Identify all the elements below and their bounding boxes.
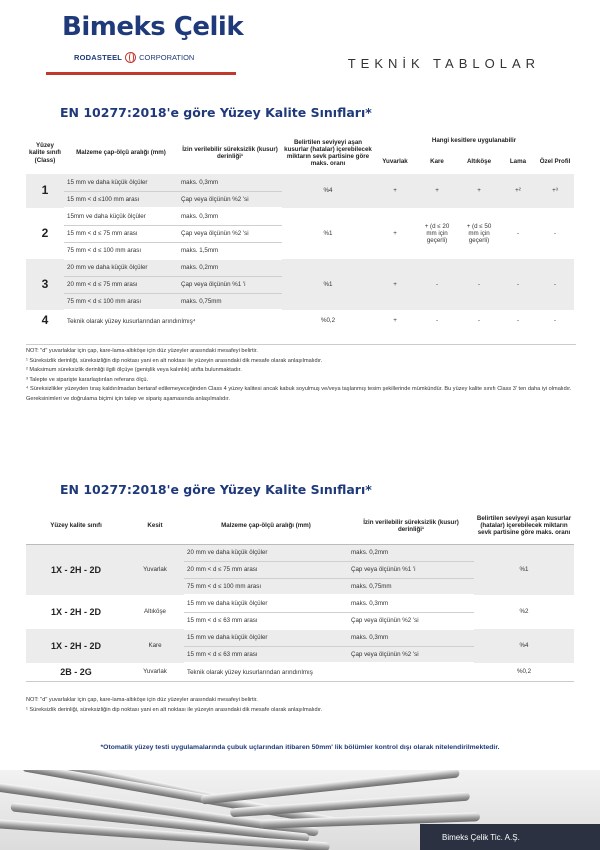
t2-class: 1X - 2H - 2D <box>50 640 101 651</box>
section-title: TEKNİK TABLOLAR <box>347 56 540 71</box>
table1 <box>26 132 574 332</box>
table1-notes <box>26 344 576 404</box>
t1-row <box>26 259 574 276</box>
t1-class-id: 1 <box>41 183 49 198</box>
t1-range: 15 mm < d ≤100 mm arası <box>64 191 178 208</box>
t1-depth: Çap veya ölçünün %1 'i <box>178 276 282 293</box>
t2-kesit: Altıköşe <box>143 608 166 616</box>
t1-kare: - <box>435 280 439 288</box>
t1-note: ² Maksimum süreksizlik derinliği ilgili ölçüye (genişlik veya kalınlık) atıfta bulunmaktadır. <box>26 367 242 373</box>
t2-range: 15 mm < d ≤ 63 mm arası <box>184 646 348 663</box>
t1-depth: maks. 0,3mm <box>178 174 282 191</box>
t1-h-share: Belirtilen seviyeyi aşan kusurlar (hatalar) içerebilecek miktarın sevk partisine göre maks. oranı <box>284 138 372 168</box>
t2-h-class: Yüzey kalite sınıfı <box>26 508 126 544</box>
t1-yuvarlak: + <box>393 187 397 195</box>
t1-class-id: 2 <box>41 225 49 240</box>
t2-range: 20 mm < d ≤ 75 mm arası <box>184 561 348 578</box>
globe-icon <box>125 52 136 63</box>
t2-share: %4 <box>519 642 529 650</box>
t1-depth: maks. 1,5mm <box>178 242 282 259</box>
t1-range: 20 mm ve daha küçük ölçüler <box>64 259 178 276</box>
t1-h-altikose: Altıköşe <box>466 158 492 166</box>
t1-h-depth: İzin verilebilir süreksizlik (kusur) derinliği¹ <box>182 145 278 160</box>
t1-note: NOT: "d" yuvarlaklar için çap, kare-lama-altıköşe için düz yüzeyler arasındaki mesafeyi belirtir. <box>26 348 258 354</box>
t1-depth: maks. 0,3mm <box>178 208 282 225</box>
t2-range: 75 mm < d ≤ 100 mm arası <box>184 578 348 595</box>
brand-logo: Bimeks Çelik <box>62 12 244 42</box>
t2-depth: Çap veya ölçünün %1 'i <box>348 561 474 578</box>
t1-altikose: - <box>477 317 481 325</box>
t1-lama: - <box>516 280 520 288</box>
t2-row <box>26 544 574 561</box>
t2-share: %1 <box>519 566 529 574</box>
t2-row <box>26 629 574 646</box>
t1-note: ³ Talepte ve siparişte kararlaştırılan referans ölçü. <box>26 376 149 383</box>
t2-h-range: Malzeme çap-ölçü aralığı (mm) <box>184 508 348 544</box>
t1-range: 15mm ve daha küçük ölçüler <box>64 208 178 225</box>
t1-note: ⁴ Süreksizlikler yüzeyden tıraş kaldırılmadan bertaraf edilemeyeceğinden Class 4 yüzey kalitesi ancak kabuk soyulmuş ve/veya taşlanmış tesim şekillerinde mümkündür. Bu yüzey kalite sınıfı Class 3' ten daha iyi olmalıdır. Gereksinimleri ve doğrulama biçimi için talep ve sipariş aşamasında anlaşılmalıdır. <box>26 386 572 402</box>
t1-range: 15 mm ve daha küçük ölçüler <box>64 174 178 191</box>
t1-wide: Teknik olarak yüzey kusurlarından arındırılmış⁴ <box>67 317 196 325</box>
t2-share: %2 <box>519 608 529 616</box>
t1-depth: maks. 0,75mm <box>178 293 282 310</box>
t1-lama: - <box>516 229 520 237</box>
t1-row <box>26 310 574 332</box>
t2-range: 15 mm ve daha küçük ölçüler <box>184 595 348 612</box>
t1-range: 15 mm < d ≤ 75 mm arası <box>64 225 178 242</box>
t1-altikose: + <box>477 187 481 195</box>
t1-ozel: - <box>553 317 557 325</box>
t2-note: ¹ Süreksizlik derinliği, süreksizliğin dip noktası yani en alt noktası ile yüzeyin arasındaki dik mesafe olarak anlaşılmalıdır. <box>26 706 323 713</box>
t2-depth: Çap veya ölçünün %2 'si <box>348 646 474 663</box>
t1-depth: maks. 0,2mm <box>178 259 282 276</box>
t2-depth: Çap veya ölçünün %2 'si <box>348 612 474 629</box>
t1-h-class: Yüzey kalite sınıfı (Class) <box>29 142 61 164</box>
t1-depth: Çap veya ölçünün %2 'si <box>178 191 282 208</box>
bottom-footnote: *Otomatik yüzey testi uygulamalarında çubuk uçlarından itibaren 50mm' lik bölümler kontrol dışı olarak nitelendirilmektedir. <box>100 744 500 751</box>
t2-kesit: Yuvarlak <box>143 566 167 574</box>
t1-h-lama: Lama <box>509 158 527 166</box>
footer-company: Bimeks Çelik Tic. A.Ş. <box>420 824 600 850</box>
t1-share: %0,2 <box>320 317 336 325</box>
t2-class: 2B - 2G <box>60 666 92 677</box>
t1-class-id: 4 <box>41 313 49 328</box>
t1-range: 75 mm < d ≤ 100 mm arası <box>64 293 178 310</box>
t2-kesit: Yuvarlak <box>143 668 167 676</box>
t2-depth: maks. 0,3mm <box>348 629 474 646</box>
t1-share: %1 <box>323 229 333 237</box>
t1-row <box>26 174 574 191</box>
t1-h-group: Hangi kesitlere uygulanabilir <box>431 137 517 145</box>
t2-kesit: Kare <box>148 642 162 650</box>
header-rule <box>46 72 236 75</box>
t1-kare: + (d ≤ 20 mm için geçerli) <box>424 222 450 245</box>
t1-altikose: - <box>477 280 481 288</box>
t1-kare: - <box>435 317 439 325</box>
t1-note: ¹ Süreksizlik derinliği, süreksizliğin dip noktası yani en alt noktası ile yüzeyin arasındaki dik mesafe olarak anlaşılmalıdır. <box>26 357 323 364</box>
t1-yuvarlak: + <box>393 280 397 288</box>
t2-class: 1X - 2H - 2D <box>50 564 101 575</box>
t2-range: 15 mm < d ≤ 63 mm arası <box>184 612 348 629</box>
t2-h-depth: İzin verilebilir süreksizlik (kusur) derinliği¹ <box>348 508 474 544</box>
t2-depth: maks. 0,2mm <box>348 544 474 561</box>
t1-row <box>26 208 574 225</box>
t1-yuvarlak: + <box>393 317 397 325</box>
t1-ozel: - <box>553 229 557 237</box>
brand-sub-bold: RODASTEEL <box>74 53 123 62</box>
t1-lama: +² <box>515 187 521 195</box>
table2 <box>26 508 574 682</box>
t2-row <box>26 595 574 612</box>
t2-share: %0,2 <box>516 668 532 676</box>
brand-sub-rest: CORPORATION <box>139 53 195 62</box>
t1-lama: - <box>516 317 520 325</box>
brand-sub <box>74 52 194 63</box>
t1-yuvarlak: + <box>393 229 397 237</box>
table1-title: EN 10277:2018'e göre Yüzey Kalite Sınıfları* <box>60 105 372 120</box>
t2-wide: Teknik olarak yüzey kusurlarından arındırılmış <box>187 668 313 676</box>
footer-steel-bars <box>0 770 600 850</box>
t2-depth: maks. 0,3mm <box>348 595 474 612</box>
t1-h-ozel: Özel Profil <box>539 158 571 166</box>
t1-ozel: - <box>553 280 557 288</box>
t2-class: 1X - 2H - 2D <box>50 606 101 617</box>
table2-notes <box>26 696 576 715</box>
t2-note: NOT: "d" yuvarlaklar için çap, kare-lama-altıköşe için düz yüzeyler arasındaki mesafeyi belirtir. <box>26 697 258 703</box>
t1-range: 75 mm < d ≤ 100 mm arası <box>64 242 178 259</box>
t1-kare: + <box>435 187 439 195</box>
t2-h-share: Belirtilen seviyeyi aşan kusurlar (hatalar) içerebilecek miktarın sevk partisine göre maks. oranı <box>474 508 574 544</box>
t2-range: 15 mm ve daha küçük ölçüler <box>184 629 348 646</box>
t1-share: %4 <box>323 187 333 195</box>
t1-share: %1 <box>323 280 333 288</box>
t1-h-yuvarlak: Yuvarlak <box>382 158 408 166</box>
t1-depth: Çap veya ölçünün %2 'si <box>178 225 282 242</box>
t1-range: 20 mm < d ≤ 75 mm arası <box>64 276 178 293</box>
t2-depth: maks. 0,75mm <box>348 578 474 595</box>
t1-h-kare: Kare <box>430 158 444 166</box>
t1-h-range: Malzeme çap-ölçü aralığı (mm) <box>76 149 166 157</box>
t1-altikose: + (d ≤ 50 mm için geçerli) <box>466 222 492 245</box>
table2-title: EN 10277:2018'e göre Yüzey Kalite Sınıfları* <box>60 482 372 497</box>
t2-h-kesit: Kesit <box>126 508 184 544</box>
t1-ozel: +³ <box>552 187 558 195</box>
t2-row <box>26 663 574 681</box>
t1-class-id: 3 <box>41 276 49 291</box>
t2-range: 20 mm ve daha küçük ölçüler <box>184 544 348 561</box>
